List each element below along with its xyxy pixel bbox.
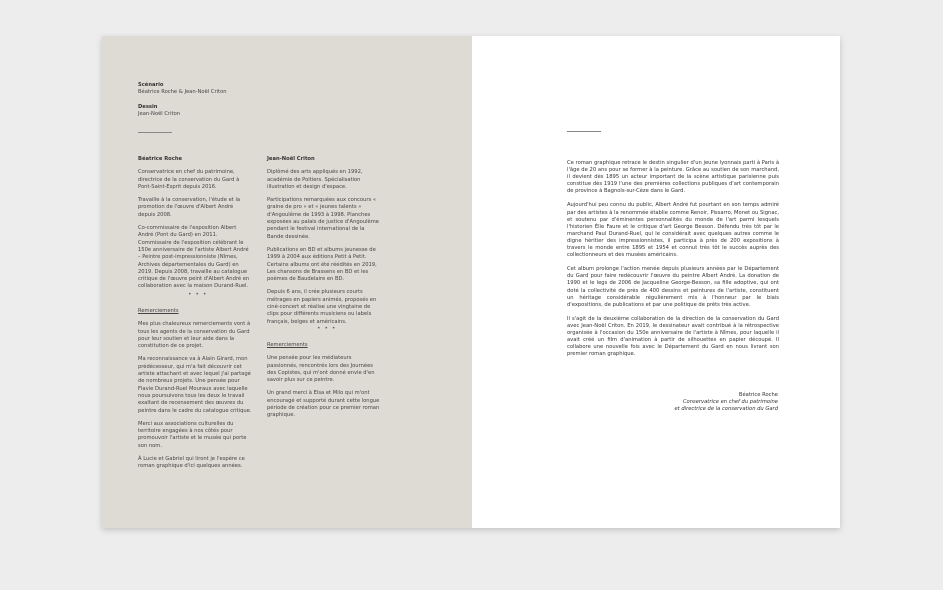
remerciements-criton-heading: Remerciements <box>267 342 308 348</box>
bio-roche-paragraph: Co-commissaire de l'exposition Albert André (Pont du Gard) en 2011. Commissaire de l'exposition célébrant le 150e anniversaire de l'artiste Albert André – Peintre post-impressionniste (Nîmes, Archives départementales du Gard) en 2019. Depuis 2008, travaille au catalogue critique de l'œuvre peint d'Albert André en collaboration avec la maison Durand-Ruel. <box>138 225 250 290</box>
preface-paragraph: Ce roman graphique retrace le destin singulier d'un jeune lyonnais parti à Paris à l'âge de 20 ans pour se former à la peinture. Grâce au soutien de son marchand, il devient dès 1895 un acteur important de la scène artistique parisienne puis constitue dès 1919 l'une des premières collections publiques d'art contemporain de province à Bagnols-sur-Cèze dans le Gard. <box>567 160 779 195</box>
preface-paragraph: Aujourd'hui peu connu du public, Albert André fut pourtant en son temps admiré par des artistes à la renommée établie comme Renoir, Pissarro, Monet ou Signac, et soutenu par d'éminentes personnalités du monde de l'art parmi lesquels l'historien Élie Faure et le critique d'art George Besson. Défendu très tôt par le marchand Paul Durand-Ruel, qui le considérait avec quelques autres comme le digne héritier des impressionnistes, il participa à près de 200 expositions à travers le monde entre 1895 et 1954 et connut très tôt le succès auprès des collectionneurs et des musées américains. <box>567 202 779 259</box>
remerciements-criton-paragraph: Un grand merci à Elsa et Milo qui m'ont encouragé et supporté durant cette longue période de création pour ce premier roman graphique. <box>267 390 380 419</box>
remerciements-roche-paragraph: À Lucie et Gabriel qui liront je l'espère ce roman graphique d'ici quelques années. <box>138 456 245 470</box>
signature-role: Conservatrice en chef du patrimoine <box>682 399 778 405</box>
dessin-name: Jean-Noël Criton <box>138 110 181 117</box>
scenario-names: Béatrice Roche & Jean-Noël Criton <box>138 89 227 96</box>
book-spread <box>102 36 840 528</box>
remerciements-criton <box>267 342 381 426</box>
intro-divider <box>567 131 601 132</box>
bio-roche-paragraph: Conservatrice en chef du patrimoine, directrice de la conservation du Gard à Pont-Saint-Esprit depuis 2016. <box>138 169 240 190</box>
remerciements-roche <box>138 308 252 477</box>
right-page <box>472 36 840 528</box>
dessin-label: Dessin <box>138 103 158 110</box>
preface-paragraph: Cet album prolonge l'action menée depuis plusieurs années par le Département du Gard pour faire redécouvrir l'œuvre du peintre Albert André. La donation de 1990 et le legs de 2006 de Jacqueline George-Besson, sa fille adoptive, qui ont doté la collectivité de près de 400 dessins et peintures de l'artiste, constituent un héritage considérable régulièrement mis à l'honneur par le biais d'expositions, de publications et par une politique de prêts très active. <box>567 266 779 308</box>
remerciements-roche-paragraph: Merci aux associations culturelles du territoire engagées à nos côtés pour promouvoir l'artiste et le musée qui porte son nom. <box>138 420 247 449</box>
remerciements-roche-heading: Remerciements <box>138 308 179 314</box>
bio-roche-paragraph: Travaille à la conservation, l'étude et la promotion de l'œuvre d'Albert André depuis 2008. <box>138 197 241 218</box>
bio-criton-paragraph: Participations remarquées aux concours « graine de pro » et « jeunes talents » d'Angoulême de 1993 à 1998. Planches exposées au palais de justice d'Angoulême pendant le festival international de la Bande dessinée. <box>267 197 379 240</box>
preface-paragraph: Il s'agit de la deuxième collaboration de la direction de la conservation du Gard avec Jean-Noël Criton. En 2019, le dessinateur avait contribué à la rétrospective organisée à l'occasion du 150e anniversaire de l'artiste à Nîmes, pour laquelle il avait créé un film d'animation à partir de silhouettes en papier découpé. Il collabore une nouvelle fois avec le Département du Gard en nous livrant son premier roman graphique. <box>567 315 779 358</box>
separator-dots: • • • <box>317 325 337 332</box>
remerciements-roche-paragraph: Ma reconnaissance va à Alain Girard, mon prédécesseur, qui m'a fait découvrir cet artiste attachant et avec lequel j'ai partagé de nombreux projets. Une pensée pour Flavie Durand-Ruel Mouraux avec laquelle nous poursuivons tous les deux le travail exaltant de recensement des œuvres du peintre dans le cadre du catalogue critique. <box>138 356 252 414</box>
credits-block <box>138 82 278 118</box>
left-page <box>102 36 472 528</box>
bio-criton-paragraph: Publications en BD et albums jeunesse de 1999 à 2004 aux éditions Petit à Petit. Certains albums ont été réédités en 2019, Les chansons de Brassens en BD et les poèmes de Baudelaire en BD. <box>267 246 377 283</box>
signature-name: Béatrice Roche <box>738 392 778 398</box>
separator-dots: • • • <box>188 291 208 298</box>
bio-criton-paragraph: Depuis 6 ans, il crée plusieurs courts métrages en papiers animés, proposés en ciné-concert et réalise une vingtaine de clips pour différents musiciens ou labels français, belges et américains. <box>267 289 377 325</box>
bio-criton-paragraph: Diplômé des arts appliqués en 1992, académie de Poitiers. Spécialisation illustration et design d'espace. <box>267 169 363 190</box>
remerciements-criton-paragraph: Une pensée pour les médiateurs passionnés, rencontrés lors des Journées des Copistes, qui m'ont donné envie d'en savoir plus sur ce peintre. <box>267 355 375 384</box>
bio-roche <box>138 156 252 297</box>
credits-divider <box>138 132 172 133</box>
signature <box>674 392 778 413</box>
scenario-label: Scénario <box>138 82 164 88</box>
bio-criton-heading: Jean-Noël Criton <box>267 156 315 162</box>
bio-roche-heading: Béatrice Roche <box>138 156 183 162</box>
signature-role: et directrice de la conservation du Gard <box>674 406 778 412</box>
preface-text <box>567 160 779 365</box>
bio-criton <box>267 156 381 332</box>
remerciements-roche-paragraph: Mes plus chaleureux remerciements vont à tous les agents de la conservation du Gard pour leur soutien et leur aide dans la constitution de ce projet. <box>138 321 251 350</box>
